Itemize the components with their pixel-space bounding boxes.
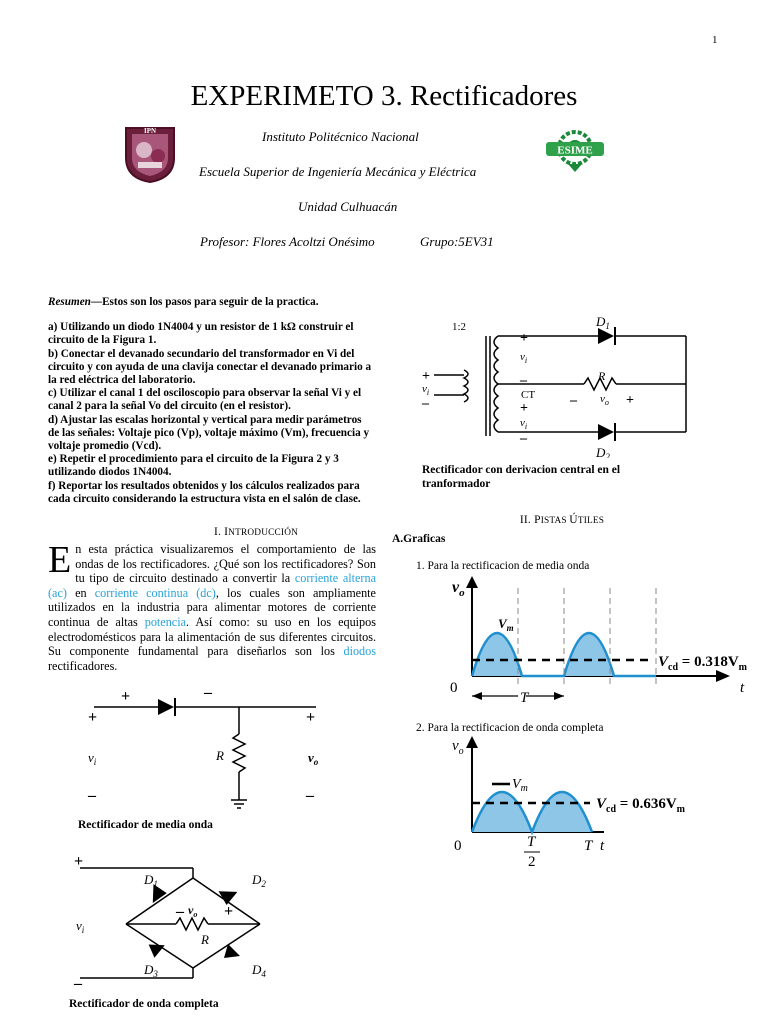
half-graph-vcd: V xyxy=(658,654,669,670)
bridge-d3-sub: 3 xyxy=(153,969,158,979)
svg-text:vo xyxy=(452,579,465,599)
section-title-initial: Ú xyxy=(569,514,578,526)
bridge-vo-plus: + xyxy=(224,903,234,920)
full-graph-vcd-value-sub: m xyxy=(676,804,685,815)
section-numeral: II. xyxy=(519,514,531,526)
svg-text:D3 xyxy=(143,962,158,979)
ct-vi-sub: i xyxy=(426,388,430,397)
svg-text:vi xyxy=(76,918,85,935)
svg-text:vo xyxy=(452,738,464,757)
section-title-rest: TILES xyxy=(577,516,605,526)
graph-full-wave xyxy=(444,732,744,882)
half-plus-top: + xyxy=(121,688,131,705)
half-vi-sub: i xyxy=(93,757,97,767)
caption-center-tap: Rectificador con derivacion central en el tranformador xyxy=(422,464,621,490)
bridge-circuit xyxy=(68,848,328,992)
svg-text:Vm xyxy=(512,777,528,794)
link-corriente-continua[interactable]: corriente continua (dc) xyxy=(94,585,216,600)
full-graph-xlabel: t xyxy=(600,838,605,854)
bridge-plus: + xyxy=(74,853,84,870)
ct-r-label: R xyxy=(598,369,606,383)
ct-vi-label: v xyxy=(422,383,427,395)
group-name: Grupo:5EV31 xyxy=(420,234,494,249)
svg-text:D1 xyxy=(595,314,610,331)
bridge-d4-label: D xyxy=(252,962,262,977)
half-vo-sub: o xyxy=(313,757,319,767)
intro-text: . Así como: su uso en los equipos electrodomésticos para la alimentación de sus diferentes circuitos. Su componente fundamental para diseñarlos son los xyxy=(48,614,376,659)
half-vi-label: v xyxy=(88,750,94,765)
section-title-initial: P xyxy=(534,514,541,526)
half-graph-ysub: o xyxy=(459,587,465,599)
full-graph-vcd: V xyxy=(596,796,607,812)
svg-text:Vcd = 0.636Vm xyxy=(596,796,686,815)
esime-logo xyxy=(544,130,606,174)
center-tap-circuit xyxy=(414,312,700,458)
institution-name: Instituto Politécnico Nacional xyxy=(262,129,419,144)
page-title: EXPERIMETO 3. Rectificadores xyxy=(190,80,578,112)
ct-sec-plus-2: + xyxy=(520,401,528,416)
caption-half-wave: Rectificador de media onda xyxy=(78,819,213,831)
svg-text:vi xyxy=(520,417,527,431)
full-graph-peak: V xyxy=(512,777,521,792)
intro-paragraph xyxy=(48,539,376,673)
intro-text: , los cuales son ampliamente utilizados en la industria para alimentar motores de corriente continua de altas xyxy=(48,585,376,629)
abstract-step: b) Conectar el devanado secundario del transformador en Vi del circuito y con ayuda de una clavija conectar el devanado primario a la red eléctrica del laboratorio. xyxy=(48,347,372,387)
half-minus-top: – xyxy=(204,684,212,701)
link-potencia[interactable]: potencia xyxy=(144,614,187,629)
svg-text:vo xyxy=(188,903,197,919)
section-title-rest: ISTAS xyxy=(540,516,570,526)
half-vo-label: v xyxy=(308,750,314,765)
half-vo-minus: – xyxy=(306,787,314,804)
svg-text:ESIME: ESIME xyxy=(557,144,593,157)
bridge-d2-label: D xyxy=(252,872,262,887)
bridge-vi-sub: i xyxy=(81,925,85,935)
list-item-full-wave: 2. Para la rectificacion de onda completa xyxy=(416,722,604,734)
full-graph-period: T xyxy=(584,838,593,854)
abstract-step: c) Utilizar el canal 1 del osciloscopio para observar la señal Vi y el canal 2 para la señal Vo del circuito (en el resistor). xyxy=(48,387,362,413)
ct-d1-label: D xyxy=(596,314,606,329)
full-graph-ylabel: v xyxy=(452,738,459,754)
half-graph-vcd-sub: cd xyxy=(668,662,679,673)
half-vo-plus: + xyxy=(306,709,316,726)
half-graph-ylabel: v xyxy=(452,579,460,596)
bridge-minus: – xyxy=(74,975,82,992)
ct-d2-sub: 2 xyxy=(605,452,610,458)
ct-sec-minus-1: – xyxy=(520,373,527,388)
half-graph-peak-sub: m xyxy=(506,623,514,633)
half-graph-xlabel: t xyxy=(740,680,745,696)
half-vi-minus: – xyxy=(88,787,96,804)
full-graph-origin: 0 xyxy=(454,838,462,854)
half-wave-circuit xyxy=(76,682,336,812)
abstract-step: f) Reportar los resultados obtenidos y los cálculos realizados para cada circuito considerando la estructura vista en el salón de clase. xyxy=(48,479,361,505)
section-numeral: I. xyxy=(213,526,222,538)
abstract-step: e) Repetir el procedimiento para el circuito de la Figura 2 y 3 utilizando diodos 1N4004. xyxy=(48,453,339,479)
ct-sec-minus-2: – xyxy=(520,431,527,446)
bridge-d4-sub: 4 xyxy=(261,969,266,979)
ct-vo-plus: + xyxy=(626,393,634,408)
school-name: Escuela Superior de Ingeniería Mecánica y Eléctrica xyxy=(199,164,477,179)
svg-text:D2 xyxy=(595,445,610,458)
bridge-d1-label: D xyxy=(144,872,154,887)
full-graph-vcd-value: = 0.636V xyxy=(616,796,677,812)
half-graph-origin: 0 xyxy=(450,680,458,696)
ct-vi-label-2: v xyxy=(520,417,525,429)
abstract-dash: — xyxy=(90,296,103,308)
bridge-r-label: R xyxy=(201,932,209,947)
section-title-initial: I xyxy=(224,526,229,538)
graph-half-wave xyxy=(440,572,768,712)
svg-text:vi xyxy=(520,351,527,365)
section-heading-pistas xyxy=(392,514,732,526)
link-diodos[interactable]: diodos xyxy=(343,644,376,659)
ct-vo-sub: o xyxy=(604,398,609,407)
svg-text:Vm xyxy=(498,616,514,633)
link-corriente-alterna[interactable]: corriente alterna (ac) xyxy=(48,571,376,600)
section-title-rest: NTRODUCCIÓN xyxy=(228,528,299,538)
ct-vi-plus: + xyxy=(422,369,430,384)
full-graph-half-den: 2 xyxy=(528,854,536,870)
diode-symbol xyxy=(158,699,174,715)
ct-sec-plus-1: + xyxy=(520,331,528,346)
ct-vi-sub-1: i xyxy=(524,356,528,365)
half-r-label: R xyxy=(216,748,224,763)
ct-d1-sub: 1 xyxy=(605,321,610,331)
ipn-logo xyxy=(122,124,178,184)
abstract-intro: Estos son los pasos para seguir de la practica. xyxy=(102,296,319,308)
ct-label: CT xyxy=(521,389,536,401)
svg-text:vo xyxy=(308,750,319,767)
full-graph-peak-sub: m xyxy=(520,783,528,794)
half-graph-vcd-value-sub: m xyxy=(738,662,747,673)
intro-text: rectificadores. xyxy=(48,658,118,673)
subsection-graficas: A.Graficas xyxy=(392,533,446,545)
ct-vo-minus: – xyxy=(570,393,577,408)
abstract-step: a) Utilizando un diodo 1N4004 y un resistor de 1 kΩ construir el circuito de la Figura 1. xyxy=(48,321,354,347)
bridge-d3-label: D xyxy=(144,962,154,977)
full-graph-half-num: T xyxy=(527,834,536,850)
bridge-vo-sub: o xyxy=(193,910,198,919)
bridge-d2-sub: 2 xyxy=(261,879,266,889)
half-vi-plus: + xyxy=(88,709,98,726)
half-graph-period: T xyxy=(520,690,529,706)
bridge-vi-label: v xyxy=(76,918,82,933)
svg-text:D4 xyxy=(251,962,266,979)
ct-vi-label-1: v xyxy=(520,351,525,363)
svg-text:vi xyxy=(88,750,97,767)
svg-text:IPN: IPN xyxy=(143,127,157,135)
abstract-step: d) Ajustar las escalas horizontal y vertical para medir parámetros de las señales: Voltaje pico (Vp), voltaje máximo (Vm), frecuencia y voltaje promedio (Vcd). xyxy=(48,413,370,453)
dropcap: E xyxy=(48,539,72,581)
abstract-label: Resumen xyxy=(48,296,91,308)
caption-full-wave: Rectificador de onda completa xyxy=(69,998,219,1010)
bridge-vo-minus: – xyxy=(176,903,184,920)
ct-vo-label: v xyxy=(600,393,605,405)
svg-text:D2 xyxy=(251,872,266,889)
ct-ratio: 1:2 xyxy=(452,321,467,333)
ct-d2-label: D xyxy=(596,445,606,458)
professor-name: Profesor: Flores Acoltzi Onésimo xyxy=(200,234,375,249)
bridge-d1-sub: 1 xyxy=(153,879,158,889)
half-graph-vcd-value: = 0.318V xyxy=(678,654,739,670)
ct-vi-minus: – xyxy=(422,396,429,411)
ct-vi-sub-2: i xyxy=(524,422,528,431)
full-graph-ysub: o xyxy=(458,746,464,757)
svg-text:vi xyxy=(422,383,429,397)
half-graph-peak: V xyxy=(498,616,507,631)
unit-name: Unidad Culhuacán xyxy=(298,199,398,214)
svg-text:vo xyxy=(600,393,609,407)
full-graph-vcd-sub: cd xyxy=(606,804,617,815)
svg-text:D1 xyxy=(143,872,158,889)
abstract xyxy=(48,296,374,506)
intro-text: en xyxy=(66,585,95,600)
page-number: 1 xyxy=(712,34,718,46)
list-item-half-wave: 1. Para la rectificacion de media onda xyxy=(416,560,590,572)
bridge-vo-label: v xyxy=(188,903,194,917)
intro-text: n esta práctica visualizaremos el comportamiento de las ondas de los rectificadores. ¿Qué son los rectificadores? Son tu tipo de circuito destinado a convertir la xyxy=(75,542,376,586)
svg-text:Vcd = 0.318Vm xyxy=(658,654,748,673)
